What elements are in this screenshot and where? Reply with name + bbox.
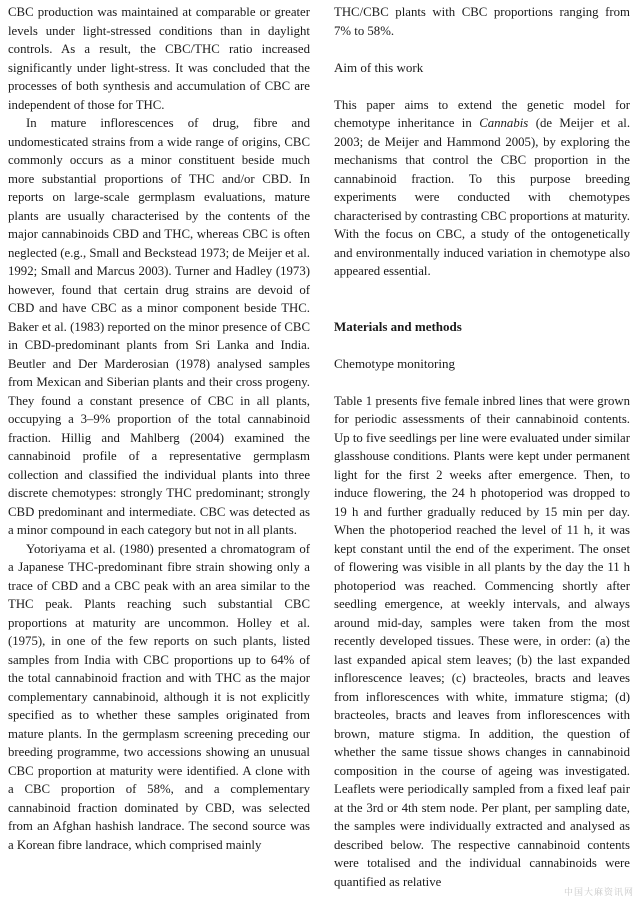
spacer bbox=[334, 336, 630, 355]
genus-name: Cannabis bbox=[479, 116, 529, 130]
spacer bbox=[334, 373, 630, 392]
aim-text-a: This paper aims to extend the genetic model for chemotype inheritance in bbox=[334, 97, 630, 130]
aim-text-b: (de Meijer et al. 2003; de Meijer and Hammond 2005), by exploring the mechanisms that control the CBC proportion in the cannabinoid fraction. To this purpose breeding experiments were conducted with chemotypes characterised by contrasting CBC proportions at maturity. With the focus on CBC, a study of the ontogenetically and environmentally induced variation in chemotype also appeared essential. bbox=[334, 116, 631, 278]
left-column bbox=[8, 3, 310, 854]
paragraph-yotoriyama: Yotoriyama et al. (1980) presented a chromatogram of a Japanese THC-predominant fibre strain showing only a trace of CBD and a CBC peak with an area similar to the THC peak. Plants reaching such substantial CBC proportions at maturity are uncommon. Holley et al. (1975), in one of the few reports on such plants, listed samples from India with CBC proportions up to 64% of the total cannabinoid fraction and with THC as the major complementary cannabinoid, although it is not explicitly specified as to whether these samples originated from mature plants. In the germplasm screening preceding our breeding programme, two accessions showing an unusual CBC proportion at maturity were identified. A clone with a CBC proportion of 58%, and a complementary cannabinoid fraction dominated by CBD, was selected from an Afghan hashish landrace. The second source was a Korean fibre landrace, which comprised mainly bbox=[8, 541, 310, 852]
heading-chemotype-monitoring: Chemotype monitoring bbox=[334, 355, 455, 371]
paragraph-thc-cbc-plants: THC/CBC plants with CBC proportions ranging from 7% to 58%. bbox=[334, 5, 630, 38]
heading-aim: Aim of this work bbox=[334, 59, 424, 75]
spacer bbox=[334, 40, 630, 59]
paragraph-cbc-light-stress: CBC production was maintained at comparable or greater levels under light-stressed conditions than in daylight controls. As a result, the CBC/THC ratio increased significantly under light-stress. It was concluded that the processes of both synthesis and accumulation of CBC are independent of those for THC. bbox=[8, 5, 310, 112]
heading-materials-methods: Materials and methods bbox=[334, 318, 462, 334]
paragraph-mature-inflorescences: In mature inflorescences of drug, fibre and undomesticated strains from a wide range of origins, CBC commonly occurs as a minor constituent beside much more substantial proportions of THC and/or CBD. In reports on large-scale germplasm evaluations, mature plants are usually characterised by the contents of the major cannabinoids CBD and THC, whereas CBC is often neglected (e.g., Small and Beckstead 1973; de Meijer et al. 1992; Small and Marcus 2003). Turner and Hadley (1973) however, found that certain drug strains are devoid of CBD and have CBC as a minor component beside THC. Baker et al. (1983) reported on the minor presence of CBC in CBD-predominant plants from Sri Lanka and India. Beutler and Der Marderosian (1978) analysed samples from Mexican and Siberian plants and their cross progeny. They found a constant presence of CBC in all plants, occupying a 3–9% proportion of the total cannabinoid fraction. Hillig and Mahlberg (2004) examined the cannabinoid profile of a representative germplasm collection and classified the individual plants into three discrete chemotypes: strongly THC predominant; strongly CBD predominant and intermediate. CBC was detected as a minor compound in each category but not in all plants. bbox=[8, 116, 310, 537]
spacer bbox=[334, 77, 630, 96]
watermark: 中国大麻资讯网 bbox=[563, 887, 634, 897]
paragraph-chemotype-monitoring: Table 1 presents five female inbred lines that were grown for periodic assessments of their cannabinoid contents. Up to five seedlings per line were evaluated under similar glasshouse conditions. Plants were kept under permanent light for the first 2 weeks after emergence. Then, to induce flowering, the 24 h photoperiod was dropped to 19 h and further gradually reduced by 15 min per day. When the photoperiod reached the level of 11 h, it was kept constant until the end of the experiment. The onset of flowering was visible in all plants by the day the 11 h photoperiod was reached. Commencing shortly after seedling emergence, at weekly intervals, and always around mid-day, samples were taken from the most recently developed tissues. These were, in order: (a) the last expanded apical stem leaves; (b) the last expanded inflorescence leaves; (c) bracteoles, bracts and leaves from inflorescences with white, immature stigma; (d) bracteoles, bracts and leaves from inflorescences with brown, mature stigma. In addition, the question of whether the same tissue shows changes in cannabinoid composition in the course of ageing was investigated. Leaflets were periodically sampled from a fixed leaf pair at the 3rd or 4th stem node. Per plant, per sampling date, the samples were individually extracted and analysed as described below. The respective cannabinoid contents were totalised and the individual cannabinoids were quantified as relative bbox=[334, 393, 631, 889]
paragraph-aim bbox=[334, 96, 630, 281]
right-column bbox=[334, 3, 630, 891]
spacer bbox=[334, 281, 630, 318]
